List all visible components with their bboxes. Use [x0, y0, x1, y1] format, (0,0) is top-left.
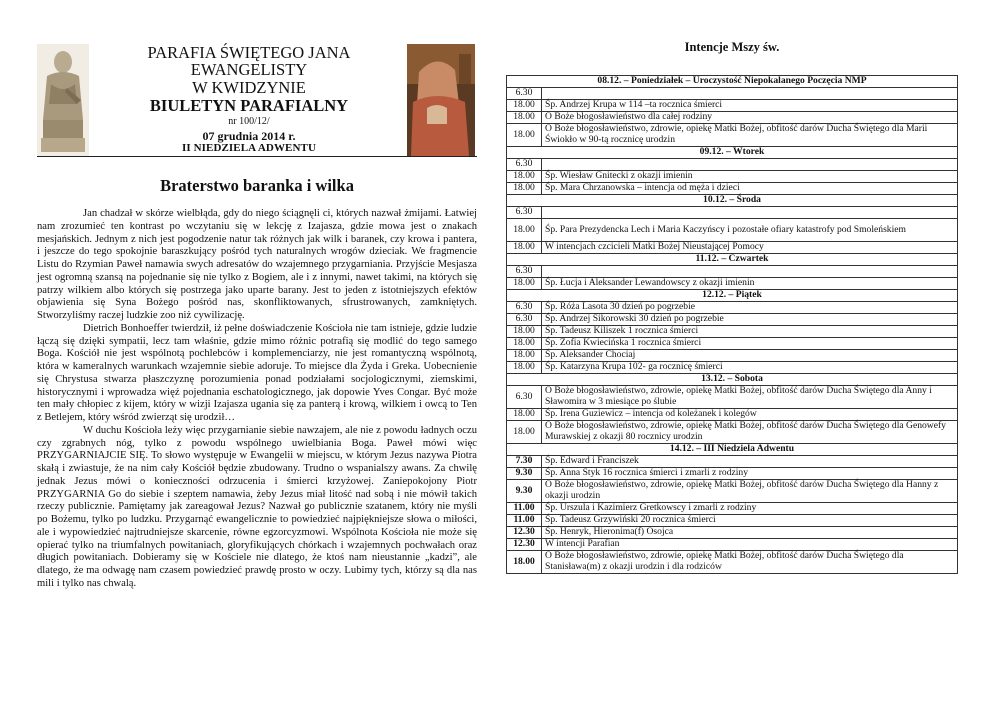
intention-text: Śp. Para Prezydencka Lech i Maria Kaczyńscy i pozostałe ofiary katastrofy pod Smoleńskiem: [542, 219, 958, 242]
mass-time: 6.30: [507, 207, 542, 219]
intention-row: [507, 278, 958, 290]
intention-text: Śp. Tadeusz Kiliszek 1 rocznica śmierci: [542, 326, 958, 338]
intention-text: [542, 207, 958, 219]
issue-number: nr 100/12/: [228, 116, 270, 128]
intention-text: O Boże błogosławieństwo dla całej rodziny: [542, 112, 958, 124]
article-paragraph: Jan chadzał w skórze wielbłąda, gdy do niego ściągnęli ci, których nazwał żmijami. Łatwiej nam zrozumieć ten kontrast po wczytaniu się w lekcję z Izajasza, gdzie mowa jest o znakach mesjańskich. Jednym z nich jest pogodzenie natur tak różnych jak wilk i baranek, czy krowa i pantera, i jeszcze do tego spokojnie baraszkujący pośród tych naturalnych wrogów dzieciak. We fragmencie Listu do Rzymian Paweł namawia swych adresatów do wzajemnego przygarniania. Przyjście Mesjasza jest ogromną szansą na pojednanie się nie tylko z Bogiem, ale i z innymi, nawet takimi, na których się patrzy wilkiem albo których się postrzega jako uparte barany. Jest to jeden z istotniejszych efektów objawienia się Syna Bożego pośród nas, skonfliktowanych, sfrustrowanych, zamkniętych. Stworzyliśmy raczej ludzkie zoo niż cywilizację.: [37, 208, 477, 321]
intention-text: Śp. Zofia Kwiecińska 1 rocznica śmierci: [542, 338, 958, 350]
article-paragraph: W duchu Kościoła leży więc przygarnianie siebie nawzajem, ale nie z powodu ładnych oczu czy zgrabnych nóg, tylko z powodu wspólnego uwielbiania Boga. Paweł mówi więc PRZYGARNIAJCIE SIĘ. To słowo występuje w Ewangelii w miejscu, w którym Jezus nazywa Piotra skałą i zwiastuje, że na nim cały Kościół będzie zbudowany. Trudno o wspanialszy awans. Za chwilę jednak Jezus mówi o konieczności odrzucenia i śmierci krzyżowej. Zaniepokojony Piotr PRZYGARNIA Go do siebie i szeptem namawia, żeby Jezus miał litość nad sobą i nie mówił takich rzeczy publicznie. Pamiętamy jak zareagował Jezus? Nazwał go publicznie szatanem, który nie myśli po Bożemu, tylko po ludzku. Przygarnąć ewangelicznie to powiedzieć najpiękniejsze słowa o miłości, ale i wypowiedzieć najtrudniejsze skarcenie, równe egzorcyzmowi. Wspólnota Kościoła nie może się opierać tylko na triumfalnych powitaniach, gloryfikujących chórkach i wzajemnych pochwałach oraz długich powitaniach. Dobieramy się w Kościele nie dlatego, że ktoś nam nieustannie „kadzi”, ale dlatego, że ma odwagę nam czasem powiedzieć prawdę prosto w oczy. Lubimy tych, którzy są dla nas mili i tylko nas chwalą.: [37, 424, 477, 589]
intention-text: Śp. Mara Chrzanowska – intencja od męża i dzieci: [542, 183, 958, 195]
intention-row: [507, 503, 958, 515]
saint-john-statue-image: [37, 44, 89, 156]
article-paragraph: Dietrich Bonhoeffer twierdził, iż pełne doświadczenie Kościoła nie tam istnieje, gdzie ludzie łączą się dzięki sympatii, lecz tam właśnie, gdzie mimo różnic potrafią się modlić do tego samego Boga. Kościół nie jest wspólnotą pochlebców i komplemenciarzy, nie jest romantyczną wspólnotą, która w kameralnych warunkach wzajemnie siebie adoruje. To miejsce dla Żyda i Greka. Uobecnienie się Chrystusa stwarza płaszczyznę porozumienia ponad podziałami socjologicznymi, ziemskimi, historycznymi i wprowadza więź pojednania eschatologicznego, jak dopowie Yves Congar. Być może ten mały chłopiec z kijem, który w wizji Izajasza ugania się za panterą i krową, wilkiem i owcą to Ten z Betlejem, który wśród zwierząt się urodził…: [37, 322, 477, 423]
intention-text: Śp. Urszula i Kazimierz Gretkowscy i zmarli z rodziny: [542, 503, 958, 515]
mass-time: 18.00: [507, 242, 542, 254]
mass-time: 18.00: [507, 183, 542, 195]
intention-text: [542, 88, 958, 100]
mass-time: 6.30: [507, 302, 542, 314]
intention-row: [507, 480, 958, 503]
intention-row: [507, 183, 958, 195]
intention-text: Śp. Róża Lasota 30 dzień po pogrzebie: [542, 302, 958, 314]
intention-row: [507, 112, 958, 124]
intention-text: Śp. Katarzyna Krupa 102- ga rocznicę śmierci: [542, 362, 958, 374]
intention-row: [507, 314, 958, 326]
intention-text: Śp. Łucja i Aleksander Lewandowscy z okazji imienin: [542, 278, 958, 290]
intention-row: [507, 124, 958, 147]
mass-time: 11.00: [507, 515, 542, 527]
mass-intentions-column: [506, 40, 958, 574]
intention-text: [542, 159, 958, 171]
intention-row: [507, 409, 958, 421]
mass-time: 6.30: [507, 159, 542, 171]
intention-text: O Boże błogosławieństwo, zdrowie, opiekę Matki Bożej, obfitość darów Ducha Świętego dla Anny i Sławomira w 3 miesiące po ślubie: [542, 386, 958, 409]
parish-city: W KWIDZYNIE: [192, 77, 306, 97]
intention-text: Śp. Edward i Franciszek: [542, 456, 958, 468]
day-heading: 09.12. – Wtorek: [507, 147, 958, 159]
day-header-row: [507, 254, 958, 266]
intention-text: Śp. Irena Guziewicz – intencja od koleżanek i kolegów: [542, 409, 958, 421]
intention-text: Śp. Henryk, Hieronima(f) Osojca: [542, 527, 958, 539]
mass-time: 18.00: [507, 338, 542, 350]
mass-time: 11.00: [507, 503, 542, 515]
intention-text: Śp. Anna Styk 16 rocznica śmierci i zmarli z rodziny: [542, 468, 958, 480]
bulletin-title: BIULETYN PARAFIALNY: [149, 95, 349, 115]
article-title: Braterstwo baranka i wilka: [160, 176, 354, 195]
intention-text: O Boże błogosławieństwo, zdrowie, opiekę Matki Bożej, obfitość darów Ducha Świętego dla Genowefy Murawskiej z okazji 80 rocznicy urodzin: [542, 421, 958, 444]
intention-row: [507, 266, 958, 278]
mass-time: 18.00: [507, 421, 542, 444]
day-heading: 13.12. – Sobota: [507, 374, 958, 386]
intention-text: O Boże błogosławieństwo, zdrowie, opiekę Matki Bożej, obfitość darów Ducha Świętego dla Stanisława(m) z okazji urodzin i dla rodziców: [542, 551, 958, 574]
mass-time: 12.30: [507, 527, 542, 539]
intention-row: [507, 171, 958, 183]
mass-time: 9.30: [507, 480, 542, 503]
mass-time: 18.00: [507, 278, 542, 290]
mass-time: 18.00: [507, 100, 542, 112]
parish-name: PARAFIA ŚWIĘTEGO JANA EWANGELISTY: [147, 43, 351, 80]
intention-row: [507, 159, 958, 171]
day-heading: 08.12. – Poniedziałek – Uroczystość Niepokalanego Poczęcia NMP: [507, 76, 958, 88]
intention-row: [507, 326, 958, 338]
intention-row: [507, 515, 958, 527]
intention-row: [507, 421, 958, 444]
mass-time: 6.30: [507, 314, 542, 326]
day-heading: 14.12. – III Niedziela Adwentu: [507, 444, 958, 456]
mass-time: 18.00: [507, 219, 542, 242]
mass-time: 18.00: [507, 362, 542, 374]
mass-intentions-table: [506, 75, 958, 574]
intention-text: W intencji Parafian: [542, 539, 958, 551]
intention-row: [507, 551, 958, 574]
intention-row: [507, 539, 958, 551]
intention-row: [507, 88, 958, 100]
intention-text: O Boże błogosławieństwo, zdrowie, opiekę Matki Bożej, obfitość darów Ducha Świętego dla Hanny z okazji urodzin: [542, 480, 958, 503]
day-heading: 11.12. – Czwartek: [507, 254, 958, 266]
day-header-row: [507, 195, 958, 207]
intention-text: [542, 266, 958, 278]
day-heading: 12.12. – Piątek: [507, 290, 958, 302]
liturgical-sunday: II NIEDZIELA ADWENTU: [181, 142, 317, 155]
mass-time: 18.00: [507, 551, 542, 574]
intention-row: [507, 100, 958, 112]
article-body: [37, 208, 477, 591]
mass-time: 18.00: [507, 350, 542, 362]
intention-row: [507, 468, 958, 480]
day-header-row: [507, 76, 958, 88]
intention-text: Śp. Aleksander Chociaj: [542, 350, 958, 362]
mass-time: 12.30: [507, 539, 542, 551]
mass-time: 18.00: [507, 326, 542, 338]
header-divider: [37, 156, 477, 157]
bulletin-left-column: [37, 40, 477, 680]
mass-time: 18.00: [507, 112, 542, 124]
intention-text: W intencjach czcicieli Matki Bożej Nieustającej Pomocy: [542, 242, 958, 254]
mass-time: 18.00: [507, 171, 542, 183]
mass-time: 18.00: [507, 409, 542, 421]
intention-row: [507, 362, 958, 374]
intention-text: Śp. Wiesław Gnitecki z okazji imienin: [542, 171, 958, 183]
day-header-row: [507, 374, 958, 386]
intention-text: O Boże błogosławieństwo, zdrowie, opiekę Matki Bożej, obfitość darów Ducha Świętego dla Marii Świokło w 90-tą rocznicę urodzin: [542, 124, 958, 147]
mass-time: 6.30: [507, 88, 542, 100]
mass-time: 7.30: [507, 456, 542, 468]
issue-date: 07 grudnia 2014 r.: [202, 128, 296, 143]
day-header-row: [507, 444, 958, 456]
intention-row: [507, 207, 958, 219]
intention-row: [507, 350, 958, 362]
madonna-painting-image: [407, 44, 475, 156]
day-header-row: [507, 290, 958, 302]
intention-row: [507, 338, 958, 350]
intention-text: Śp. Tadeusz Grzywiński 20 rocznica śmierci: [542, 515, 958, 527]
intention-row: [507, 527, 958, 539]
intention-row: [507, 302, 958, 314]
header-text-block: [95, 44, 403, 155]
intentions-title: Intencje Mszy św.: [684, 40, 780, 54]
mass-time: 6.30: [507, 266, 542, 278]
mass-time: 9.30: [507, 468, 542, 480]
mass-time: 6.30: [507, 386, 542, 409]
bulletin-header: [37, 40, 477, 158]
mass-time: 18.00: [507, 124, 542, 147]
day-header-row: [507, 147, 958, 159]
intention-text: Śp. Andrzej Sikorowski 30 dzień po pogrzebie: [542, 314, 958, 326]
day-heading: 10.12. – Środa: [507, 195, 958, 207]
intention-text: Śp. Andrzej Krupa w 114 –ta rocznica śmierci: [542, 100, 958, 112]
intention-row: [507, 242, 958, 254]
intention-row: [507, 456, 958, 468]
intention-row: [507, 219, 958, 242]
intention-row: [507, 386, 958, 409]
